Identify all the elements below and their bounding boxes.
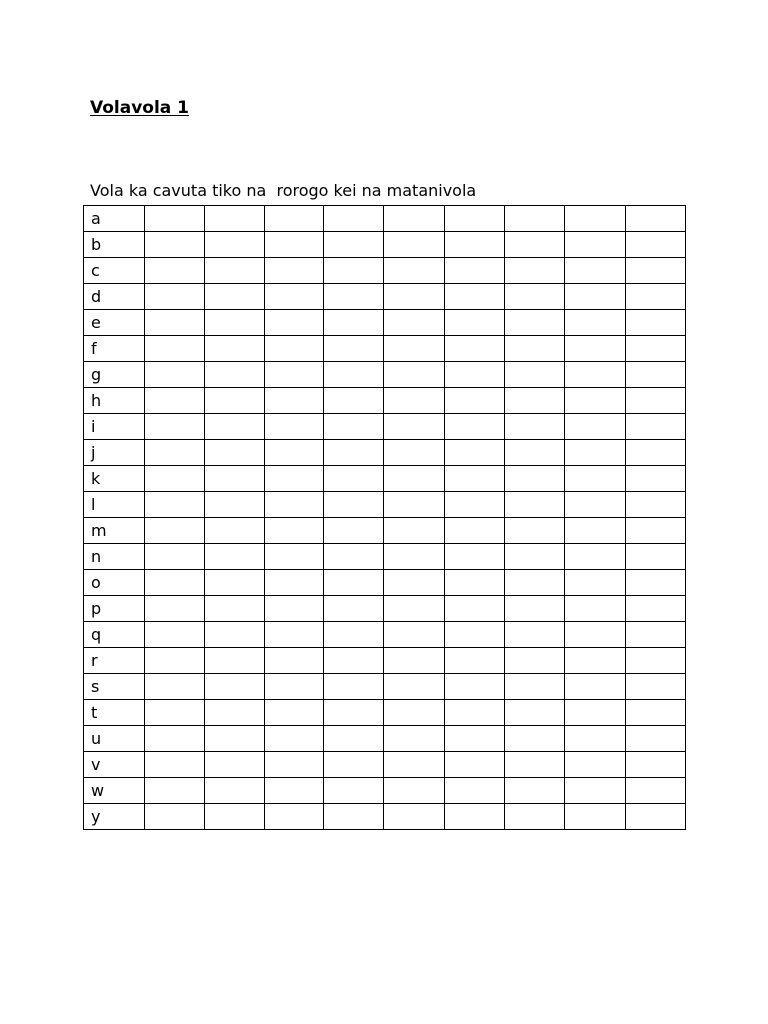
grid-row — [84, 622, 686, 648]
writing-cell[interactable] — [384, 596, 445, 622]
writing-cell[interactable] — [505, 726, 565, 752]
worksheet-instruction: Vola ka cavuta tiko na rorogo kei na matanivola — [90, 181, 477, 200]
row-letter: l — [84, 492, 145, 518]
grid-row — [84, 206, 686, 232]
writing-cell[interactable] — [445, 258, 505, 284]
writing-cell[interactable] — [265, 752, 324, 778]
writing-cell[interactable] — [445, 596, 505, 622]
writing-cell[interactable] — [445, 752, 505, 778]
writing-cell[interactable] — [384, 440, 445, 466]
writing-cell[interactable] — [626, 414, 686, 440]
letter-writing-grid — [83, 205, 686, 830]
writing-cell[interactable] — [565, 622, 626, 648]
writing-cell[interactable] — [324, 518, 384, 544]
writing-cell[interactable] — [384, 284, 445, 310]
writing-cell[interactable] — [145, 336, 205, 362]
writing-cell[interactable] — [145, 596, 205, 622]
writing-cell[interactable] — [265, 440, 324, 466]
writing-cell[interactable] — [205, 336, 265, 362]
writing-cell[interactable] — [626, 648, 686, 674]
writing-cell[interactable] — [145, 700, 205, 726]
writing-cell[interactable] — [565, 258, 626, 284]
writing-cell[interactable] — [145, 414, 205, 440]
grid-row — [84, 726, 686, 752]
writing-cell[interactable] — [505, 336, 565, 362]
grid-row — [84, 232, 686, 258]
row-letter: s — [84, 674, 145, 700]
writing-cell[interactable] — [384, 700, 445, 726]
writing-cell[interactable] — [324, 648, 384, 674]
row-letter: k — [84, 466, 145, 492]
writing-cell[interactable] — [205, 622, 265, 648]
writing-cell[interactable] — [324, 284, 384, 310]
writing-cell[interactable] — [265, 544, 324, 570]
grid-row — [84, 518, 686, 544]
writing-cell[interactable] — [565, 544, 626, 570]
writing-cell[interactable] — [626, 336, 686, 362]
writing-cell[interactable] — [445, 440, 505, 466]
writing-cell[interactable] — [265, 284, 324, 310]
writing-cell[interactable] — [384, 466, 445, 492]
writing-cell[interactable] — [626, 232, 686, 258]
writing-cell[interactable] — [324, 466, 384, 492]
writing-cell[interactable] — [324, 258, 384, 284]
writing-cell[interactable] — [626, 622, 686, 648]
row-letter: n — [84, 544, 145, 570]
writing-cell[interactable] — [384, 258, 445, 284]
writing-cell[interactable] — [324, 570, 384, 596]
writing-cell[interactable] — [384, 492, 445, 518]
writing-cell[interactable] — [445, 726, 505, 752]
writing-cell[interactable] — [324, 778, 384, 804]
writing-cell[interactable] — [145, 674, 205, 700]
writing-cell[interactable] — [445, 284, 505, 310]
writing-cell[interactable] — [384, 622, 445, 648]
grid-row — [84, 258, 686, 284]
grid-row — [84, 284, 686, 310]
writing-cell[interactable] — [565, 778, 626, 804]
writing-cell[interactable] — [445, 804, 505, 830]
writing-cell[interactable] — [324, 388, 384, 414]
writing-cell[interactable] — [265, 518, 324, 544]
writing-cell[interactable] — [565, 388, 626, 414]
writing-cell[interactable] — [205, 362, 265, 388]
grid-row — [84, 388, 686, 414]
writing-cell[interactable] — [324, 310, 384, 336]
writing-cell[interactable] — [445, 336, 505, 362]
writing-cell[interactable] — [324, 544, 384, 570]
writing-cell[interactable] — [626, 492, 686, 518]
writing-cell[interactable] — [445, 232, 505, 258]
writing-cell[interactable] — [145, 310, 205, 336]
writing-cell[interactable] — [384, 726, 445, 752]
grid-row — [84, 440, 686, 466]
writing-cell[interactable] — [565, 440, 626, 466]
row-letter: b — [84, 232, 145, 258]
writing-cell[interactable] — [565, 336, 626, 362]
writing-cell[interactable] — [265, 206, 324, 232]
writing-cell[interactable] — [505, 544, 565, 570]
writing-cell[interactable] — [505, 310, 565, 336]
grid-row — [84, 752, 686, 778]
writing-cell[interactable] — [265, 310, 324, 336]
writing-cell[interactable] — [565, 466, 626, 492]
writing-cell[interactable] — [505, 414, 565, 440]
writing-cell[interactable] — [145, 752, 205, 778]
writing-cell[interactable] — [626, 258, 686, 284]
writing-cell[interactable] — [265, 362, 324, 388]
writing-cell[interactable] — [384, 778, 445, 804]
writing-cell[interactable] — [384, 752, 445, 778]
writing-cell[interactable] — [445, 674, 505, 700]
grid-row — [84, 336, 686, 362]
writing-cell[interactable] — [626, 388, 686, 414]
writing-cell[interactable] — [626, 726, 686, 752]
writing-cell[interactable] — [626, 466, 686, 492]
writing-cell[interactable] — [505, 622, 565, 648]
writing-cell[interactable] — [626, 440, 686, 466]
writing-cell[interactable] — [205, 388, 265, 414]
writing-cell[interactable] — [445, 206, 505, 232]
writing-cell[interactable] — [384, 232, 445, 258]
writing-cell[interactable] — [265, 596, 324, 622]
writing-cell[interactable] — [505, 388, 565, 414]
writing-cell[interactable] — [205, 700, 265, 726]
row-letter: c — [84, 258, 145, 284]
worksheet-title: Volavola 1 — [90, 98, 190, 118]
grid-row — [84, 492, 686, 518]
row-letter: v — [84, 752, 145, 778]
grid-row — [84, 362, 686, 388]
writing-cell[interactable] — [265, 336, 324, 362]
writing-cell[interactable] — [445, 310, 505, 336]
writing-cell[interactable] — [265, 232, 324, 258]
row-letter: p — [84, 596, 145, 622]
writing-cell[interactable] — [145, 362, 205, 388]
writing-cell[interactable] — [145, 544, 205, 570]
writing-cell[interactable] — [565, 804, 626, 830]
writing-cell[interactable] — [205, 232, 265, 258]
writing-cell[interactable] — [324, 752, 384, 778]
writing-cell[interactable] — [324, 622, 384, 648]
writing-cell[interactable] — [626, 700, 686, 726]
writing-cell[interactable] — [324, 700, 384, 726]
writing-cell[interactable] — [445, 622, 505, 648]
writing-cell[interactable] — [145, 804, 205, 830]
grid-row — [84, 700, 686, 726]
row-letter: o — [84, 570, 145, 596]
writing-cell[interactable] — [505, 284, 565, 310]
writing-cell[interactable] — [565, 206, 626, 232]
writing-cell[interactable] — [505, 674, 565, 700]
writing-cell[interactable] — [505, 258, 565, 284]
writing-cell[interactable] — [324, 674, 384, 700]
writing-cell[interactable] — [626, 804, 686, 830]
writing-cell[interactable] — [505, 700, 565, 726]
row-letter: i — [84, 414, 145, 440]
writing-cell[interactable] — [626, 752, 686, 778]
row-letter: g — [84, 362, 145, 388]
writing-cell[interactable] — [324, 206, 384, 232]
writing-cell[interactable] — [324, 596, 384, 622]
writing-cell[interactable] — [445, 492, 505, 518]
writing-cell[interactable] — [205, 440, 265, 466]
writing-cell[interactable] — [205, 752, 265, 778]
writing-cell[interactable] — [445, 466, 505, 492]
writing-cell[interactable] — [565, 492, 626, 518]
writing-cell[interactable] — [324, 232, 384, 258]
writing-cell[interactable] — [145, 440, 205, 466]
writing-cell[interactable] — [205, 648, 265, 674]
row-letter: f — [84, 336, 145, 362]
writing-cell[interactable] — [384, 336, 445, 362]
writing-cell[interactable] — [265, 674, 324, 700]
writing-cell[interactable] — [565, 570, 626, 596]
writing-cell[interactable] — [445, 778, 505, 804]
grid-row — [84, 544, 686, 570]
writing-cell[interactable] — [565, 518, 626, 544]
writing-cell[interactable] — [445, 388, 505, 414]
writing-cell[interactable] — [505, 518, 565, 544]
writing-cell[interactable] — [626, 518, 686, 544]
grid-row — [84, 414, 686, 440]
writing-cell[interactable] — [205, 466, 265, 492]
row-letter: r — [84, 648, 145, 674]
writing-cell[interactable] — [505, 466, 565, 492]
row-letter: t — [84, 700, 145, 726]
writing-cell[interactable] — [265, 804, 324, 830]
writing-cell[interactable] — [565, 700, 626, 726]
writing-cell[interactable] — [205, 674, 265, 700]
writing-cell[interactable] — [505, 570, 565, 596]
writing-cell[interactable] — [505, 440, 565, 466]
writing-cell[interactable] — [145, 492, 205, 518]
writing-cell[interactable] — [505, 232, 565, 258]
row-letter: y — [84, 804, 145, 830]
writing-cell[interactable] — [324, 440, 384, 466]
grid-row — [84, 466, 686, 492]
writing-cell[interactable] — [565, 414, 626, 440]
writing-cell[interactable] — [505, 778, 565, 804]
writing-cell[interactable] — [626, 778, 686, 804]
writing-cell[interactable] — [445, 570, 505, 596]
writing-cell[interactable] — [265, 388, 324, 414]
writing-cell[interactable] — [205, 804, 265, 830]
writing-cell[interactable] — [565, 284, 626, 310]
writing-cell[interactable] — [626, 544, 686, 570]
writing-cell[interactable] — [205, 570, 265, 596]
writing-cell[interactable] — [324, 804, 384, 830]
writing-cell[interactable] — [145, 648, 205, 674]
row-letter: j — [84, 440, 145, 466]
writing-cell[interactable] — [324, 362, 384, 388]
writing-cell[interactable] — [205, 206, 265, 232]
writing-cell[interactable] — [445, 414, 505, 440]
writing-cell[interactable] — [384, 206, 445, 232]
writing-cell[interactable] — [384, 518, 445, 544]
writing-cell[interactable] — [205, 596, 265, 622]
writing-cell[interactable] — [505, 752, 565, 778]
grid-body — [84, 206, 686, 830]
writing-cell[interactable] — [145, 284, 205, 310]
writing-cell[interactable] — [145, 726, 205, 752]
writing-cell[interactable] — [505, 206, 565, 232]
grid-row — [84, 804, 686, 830]
writing-cell[interactable] — [445, 362, 505, 388]
writing-cell[interactable] — [145, 570, 205, 596]
writing-cell[interactable] — [324, 726, 384, 752]
writing-cell[interactable] — [384, 362, 445, 388]
writing-cell[interactable] — [384, 804, 445, 830]
row-letter: w — [84, 778, 145, 804]
writing-cell[interactable] — [145, 622, 205, 648]
writing-cell[interactable] — [565, 362, 626, 388]
writing-cell[interactable] — [205, 310, 265, 336]
writing-cell[interactable] — [265, 622, 324, 648]
writing-cell[interactable] — [384, 544, 445, 570]
writing-cell[interactable] — [445, 544, 505, 570]
writing-cell[interactable] — [265, 492, 324, 518]
grid-row — [84, 778, 686, 804]
writing-cell[interactable] — [565, 232, 626, 258]
row-letter: e — [84, 310, 145, 336]
writing-cell[interactable] — [505, 362, 565, 388]
writing-cell[interactable] — [265, 258, 324, 284]
writing-cell[interactable] — [265, 414, 324, 440]
row-letter: m — [84, 518, 145, 544]
writing-cell[interactable] — [384, 388, 445, 414]
writing-cell[interactable] — [205, 518, 265, 544]
writing-cell[interactable] — [626, 570, 686, 596]
writing-cell[interactable] — [565, 674, 626, 700]
writing-cell[interactable] — [384, 310, 445, 336]
writing-cell[interactable] — [265, 726, 324, 752]
writing-cell[interactable] — [626, 284, 686, 310]
writing-cell[interactable] — [265, 570, 324, 596]
writing-cell[interactable] — [384, 414, 445, 440]
writing-cell[interactable] — [265, 778, 324, 804]
writing-cell[interactable] — [626, 206, 686, 232]
writing-cell[interactable] — [265, 700, 324, 726]
writing-cell[interactable] — [565, 752, 626, 778]
writing-cell[interactable] — [626, 362, 686, 388]
writing-cell[interactable] — [626, 674, 686, 700]
writing-cell[interactable] — [145, 388, 205, 414]
writing-cell[interactable] — [324, 336, 384, 362]
writing-cell[interactable] — [565, 726, 626, 752]
writing-cell[interactable] — [205, 492, 265, 518]
writing-cell[interactable] — [205, 284, 265, 310]
grid-row — [84, 570, 686, 596]
writing-cell[interactable] — [205, 414, 265, 440]
writing-cell[interactable] — [565, 596, 626, 622]
writing-cell[interactable] — [145, 258, 205, 284]
writing-cell[interactable] — [505, 648, 565, 674]
writing-cell[interactable] — [565, 310, 626, 336]
writing-cell[interactable] — [384, 674, 445, 700]
writing-cell[interactable] — [145, 232, 205, 258]
writing-cell[interactable] — [445, 518, 505, 544]
row-letter: h — [84, 388, 145, 414]
writing-cell[interactable] — [626, 596, 686, 622]
writing-cell[interactable] — [384, 570, 445, 596]
row-letter: u — [84, 726, 145, 752]
writing-cell[interactable] — [205, 258, 265, 284]
grid-row — [84, 674, 686, 700]
writing-cell[interactable] — [445, 700, 505, 726]
writing-cell[interactable] — [505, 804, 565, 830]
writing-cell[interactable] — [324, 492, 384, 518]
writing-cell[interactable] — [145, 778, 205, 804]
writing-cell[interactable] — [145, 466, 205, 492]
writing-cell[interactable] — [565, 648, 626, 674]
grid-row — [84, 310, 686, 336]
writing-cell[interactable] — [505, 492, 565, 518]
grid-row — [84, 648, 686, 674]
writing-cell[interactable] — [626, 310, 686, 336]
writing-cell[interactable] — [205, 778, 265, 804]
writing-cell[interactable] — [265, 466, 324, 492]
writing-cell[interactable] — [384, 648, 445, 674]
grid-row — [84, 596, 686, 622]
writing-cell[interactable] — [205, 726, 265, 752]
row-letter: a — [84, 206, 145, 232]
writing-cell[interactable] — [445, 648, 505, 674]
writing-cell[interactable] — [505, 596, 565, 622]
writing-cell[interactable] — [145, 206, 205, 232]
writing-cell[interactable] — [324, 414, 384, 440]
writing-cell[interactable] — [205, 544, 265, 570]
row-letter: d — [84, 284, 145, 310]
writing-cell[interactable] — [265, 648, 324, 674]
row-letter: q — [84, 622, 145, 648]
writing-cell[interactable] — [145, 518, 205, 544]
